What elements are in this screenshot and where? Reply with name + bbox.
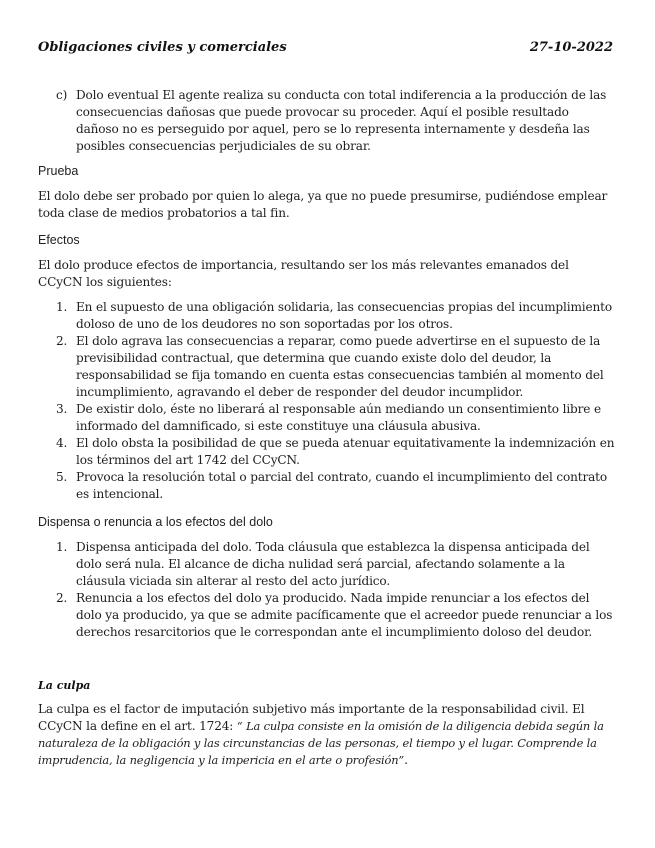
list-marker: 5.	[56, 470, 68, 484]
list-item-text: Renuncia a los efectos del dolo ya producido. Nada impide renunciar a los efectos del dolo ya producido, ya que se admite pacíficamente que el acreedor puede renunciar a los derechos resarcitorios que le correspondan ante el incumplimiento doloso del deudor.	[76, 591, 613, 639]
heading-prueba: Prueba	[38, 164, 79, 178]
list-marker: 2.	[56, 591, 68, 605]
list-item-text: El dolo obsta la posibilidad de que se pueda atenuar equitativamente la indemnización en los términos del art 1742 del CCyCN.	[76, 436, 615, 467]
culpa-quote: “ La culpa consiste en la omisión de la diligencia debida según la naturaleza de la obligación y las circunstancias de las personas, el tiempo y el lugar. Comprende la imprudencia, la negligencia y la impericia en el arte o profesión”	[38, 719, 604, 767]
list-item	[38, 333, 615, 401]
list-item-text: Provoca la resolución total o parcial del contrato, cuando el incumplimiento del contrato es intencional.	[76, 470, 608, 501]
list-item-text: Dolo eventual El agente realiza su conducta con total indiferencia a la producción de las consecuencias dañosas que puede provocar su proceder. Aquí el posible resultado dañoso no es perseguido por aquel, pero se lo representa internamente y desdeña las posibles consecuencias perjudiciales de su obrar.	[76, 88, 607, 153]
heading-dispensa: Dispensa o renuncia a los efectos del dolo	[38, 515, 273, 529]
dolo-types-list-continued	[38, 87, 615, 155]
list-item	[38, 435, 615, 469]
list-item-text: El dolo agrava las consecuencias a reparar, como puede advertirse en el supuesto de la previsibilidad contractual, que determina que cuando existe dolo del deudor, la responsabilidad se fija tomando en cuenta estas consecuencias también al momento del incumplimiento, agravando el deber de responder del deudor incumplidor.	[76, 334, 604, 399]
efectos-intro: El dolo produce efectos de importancia, resultando ser los más relevantes emanados del CCyCN los siguientes:	[38, 258, 569, 289]
list-item	[38, 539, 615, 590]
list-item	[38, 590, 615, 641]
prueba-paragraph: El dolo debe ser probado por quien lo alega, ya que no puede presumirse, pudiéndose emplear toda clase de medios probatorios a tal fin.	[38, 189, 608, 220]
list-marker: 3.	[56, 402, 68, 416]
list-item	[38, 299, 615, 333]
list-marker: 4.	[56, 436, 68, 450]
culpa-end: .	[404, 753, 408, 767]
list-item-text: En el supuesto de una obligación solidaria, las consecuencias propias del incumplimiento doloso de uno de los deudores no son soportadas por los otros.	[76, 300, 612, 331]
list-item	[38, 469, 615, 503]
list-marker: 2.	[56, 334, 68, 348]
list-item-text: De existir dolo, éste no liberará al responsable aún mediando un consentimiento libre e informado del damnificado, si este constituye una cláusula abusiva.	[76, 402, 601, 433]
list-item	[38, 401, 615, 435]
efectos-list	[38, 299, 615, 503]
document-date: 27-10-2022	[529, 40, 613, 55]
culpa-text: La culpa es el factor de imputación subjetivo más importante de la responsabilidad civil. El CCyCN la define en el art. 1724:	[38, 702, 585, 733]
list-item	[38, 87, 615, 155]
list-marker: 1.	[56, 540, 68, 554]
document-title: Obligaciones civiles y comerciales	[38, 40, 287, 55]
dispensa-list	[38, 539, 615, 641]
culpa-paragraph	[38, 701, 615, 769]
list-marker: 1.	[56, 300, 68, 314]
heading-la-culpa: La culpa	[38, 679, 91, 692]
list-marker: c)	[56, 88, 68, 102]
heading-efectos: Efectos	[38, 233, 80, 247]
list-item-text: Dispensa anticipada del dolo. Toda cláusula que establezca la dispensa anticipada del dolo será nula. El alcance de dicha nulidad será parcial, afectando solamente a la cláusula viciada sin alterar al resto del acto jurídico.	[76, 540, 590, 588]
